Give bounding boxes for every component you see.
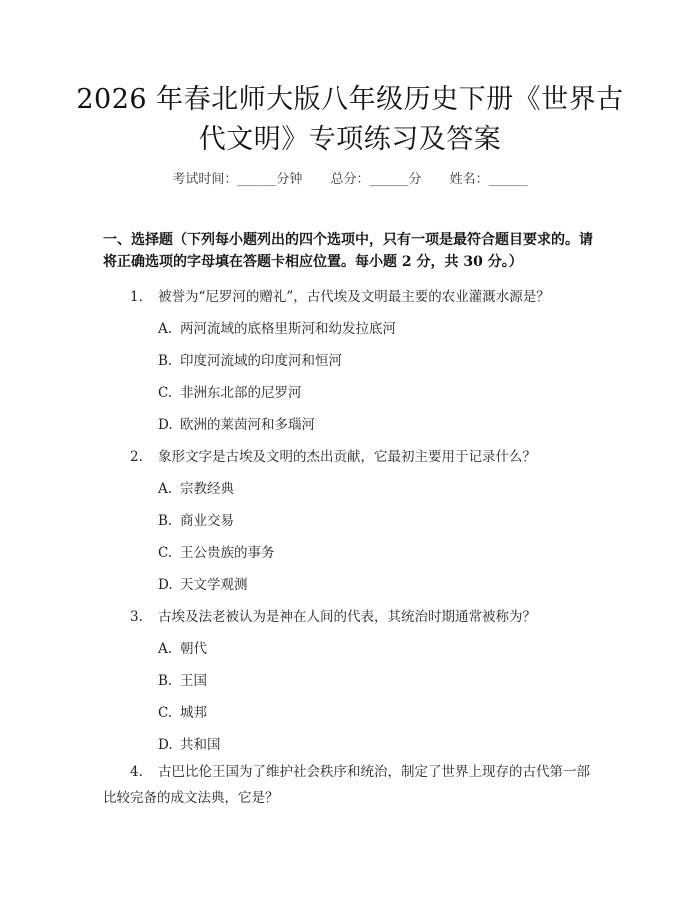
option-text: 印度河流域的印度河和恒河 [180,353,342,369]
title-line-2: 代文明》专项练习及答案 [198,124,502,155]
exam-info-line [0,168,700,187]
question-3-option-b [158,669,207,689]
option-text: 商业交易 [180,513,234,529]
question-2-option-d [158,573,248,593]
question-text: 古巴比伦王国为了维护社会秩序和统治，制定了世界上现存的古代第一部比较完备的成文法典，它是？ [103,764,590,806]
option-letter: D. [158,417,173,433]
question-number: 3. [130,609,143,625]
option-letter: C. [158,545,173,561]
option-letter: A. [158,641,173,657]
question-3-option-a [158,637,207,657]
question-number: 4. [130,764,143,780]
option-letter: C. [158,385,173,401]
question-number: 1. [130,289,143,305]
option-letter: A. [158,321,173,337]
question-2-option-b [158,509,234,529]
option-text: 朝代 [180,641,207,657]
option-text: 共和国 [180,737,221,753]
question-text: 象形文字是古埃及文明的杰出贡献，它最初主要用于记录什么？ [158,449,536,465]
question-1-option-b [158,349,342,369]
question-4 [103,759,603,811]
section-heading: 一、选择题（下列每小题列出的四个选项中，只有一项是最符合题目要求的。请将正确选项的字母填在答题卡相应位置。每小题 2 分，共 30 分。） [103,232,593,270]
exam-total-score: 总分：______分 [330,172,422,187]
option-letter: B. [158,513,173,529]
option-text: 天文学观测 [180,577,248,593]
option-text: 宗教经典 [180,481,234,497]
question-number: 2. [130,449,143,465]
question-text: 被誉为“尼罗河的赠礼”，古代埃及文明最主要的农业灌溉水源是？ [158,289,550,305]
title-line-1: 2026 年春北师大版八年级历史下册《世界古 [76,84,624,115]
question-2-option-c [158,541,275,561]
option-letter: B. [158,673,173,689]
option-text: 非洲东北部的尼罗河 [180,385,302,401]
student-name: 姓名：______ [449,172,528,187]
option-text: 城邦 [180,705,207,721]
question-1 [130,285,550,305]
question-3-option-d [158,733,221,753]
option-text: 欧洲的莱茵河和多瑙河 [180,417,315,433]
option-letter: D. [158,577,173,593]
question-3 [130,605,536,625]
question-1-option-a [158,317,396,337]
option-letter: C. [158,705,173,721]
question-text: 古埃及法老被认为是神在人间的代表，其统治时期通常被称为？ [158,609,536,625]
question-1-option-d [158,413,315,433]
option-letter: D. [158,737,173,753]
exam-time: 考试时间：______分钟 [172,172,303,187]
question-2 [130,445,536,465]
option-text: 王国 [180,673,207,689]
question-3-option-c [158,701,207,721]
question-1-option-c [158,381,302,401]
option-text: 两河流域的底格里斯河和幼发拉底河 [180,321,396,337]
option-letter: B. [158,353,173,369]
option-text: 王公贵族的事务 [180,545,275,561]
question-2-option-a [158,477,234,497]
option-letter: A. [158,481,173,497]
